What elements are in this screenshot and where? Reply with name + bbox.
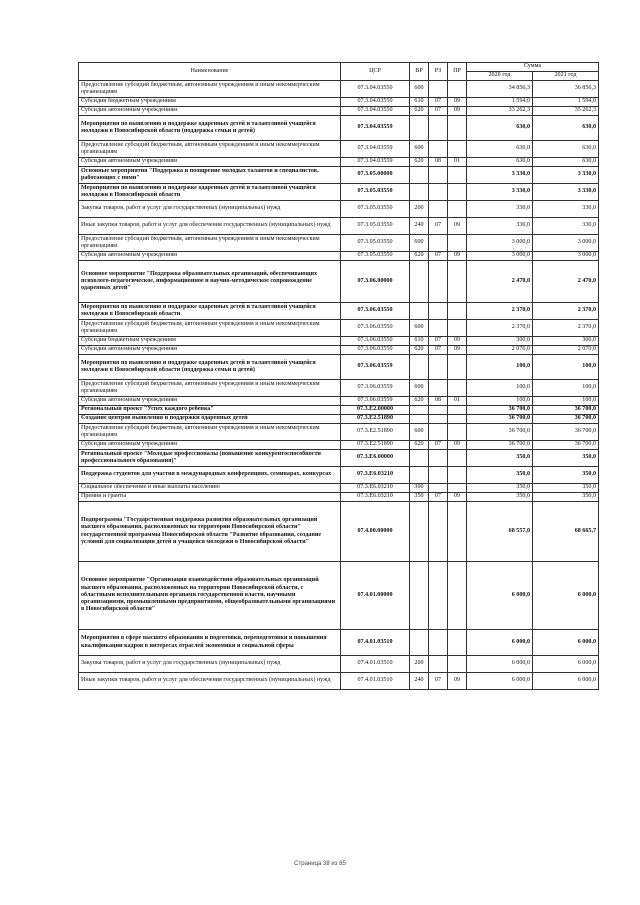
cell-rz: 07 <box>429 218 448 235</box>
cell-vr: 300 <box>410 484 429 493</box>
cell-pr <box>448 484 467 493</box>
table-row <box>79 252 599 261</box>
cell-rz <box>429 320 448 337</box>
table-row <box>79 141 599 158</box>
table-row <box>79 346 599 355</box>
cell-sum-2020: 630,0 <box>467 158 533 167</box>
cell-csr: 07.3.E2.51890 <box>341 441 410 450</box>
cell-sum-2020: 34 856,3 <box>467 81 533 98</box>
cell-sum-2020: 33 262,3 <box>467 107 533 116</box>
cell-name: Предоставление субсидий бюджетным, автономным учреждениям и иным некоммерческим организациям <box>79 320 341 337</box>
cell-sum-2020: 2 370,0 <box>467 303 533 320</box>
cell-name: Иные закупки товаров, работ и услуг для обеспечения государственных (муниципальных) нужд <box>79 218 341 235</box>
cell-csr: 07.4.00.00000 <box>341 502 410 562</box>
cell-csr: 07.3.04.03559 <box>341 141 410 158</box>
cell-name: Основное мероприятие "Организация взаимодействия образовательных организаций высшего образования, расположенных на территории Новосибирской области, с областными исполнительными органами государственной власти, научными организациями, промышленными предприятиями, общеобразовательными организациями в Новосибирской области" <box>79 562 341 630</box>
cell-sum-2021: 100,0 <box>533 380 599 397</box>
cell-sum-2020: 100,0 <box>467 397 533 406</box>
cell-sum-2021: 350,0 <box>533 493 599 502</box>
table-row <box>79 235 599 252</box>
cell-name: Создание центров выявления и поддержки одаренных детей <box>79 415 341 424</box>
col-rz-header: РЗ <box>429 63 448 81</box>
cell-rz <box>429 502 448 562</box>
cell-name: Предоставление субсидий бюджетным, автономным учреждениям и иным некоммерческим организациям <box>79 380 341 397</box>
table-row <box>79 107 599 116</box>
cell-vr: 240 <box>410 218 429 235</box>
cell-pr <box>448 303 467 320</box>
cell-rz: 07 <box>429 107 448 116</box>
table-row <box>79 81 599 98</box>
cell-sum-2020: 3 330,0 <box>467 167 533 184</box>
budget-table-page <box>78 62 598 690</box>
cell-rz <box>429 261 448 303</box>
cell-pr <box>448 415 467 424</box>
cell-pr: 09 <box>448 673 467 690</box>
cell-csr: 07.3.05.03550 <box>341 201 410 218</box>
page-number: Страница 38 из 85 <box>294 861 346 867</box>
cell-pr <box>448 380 467 397</box>
cell-sum-2020: 36 700,0 <box>467 406 533 415</box>
cell-sum-2021: 6 000,0 <box>533 630 599 656</box>
table-row <box>79 184 599 201</box>
cell-name: Региональный проект "Молодые профессионалы (повышение конкурентоспособности профессионального образования)" <box>79 450 341 467</box>
table-row <box>79 397 599 406</box>
cell-pr: 09 <box>448 107 467 116</box>
cell-sum-2020: 100,0 <box>467 355 533 380</box>
cell-rz: 08 <box>429 158 448 167</box>
cell-name: Предоставление субсидий бюджетным, автономным учреждениям и иным некоммерческим организациям <box>79 424 341 441</box>
cell-vr <box>410 630 429 656</box>
cell-sum-2021: 350,0 <box>533 484 599 493</box>
cell-csr: 07.3.06.00000 <box>341 261 410 303</box>
cell-vr <box>410 261 429 303</box>
cell-csr: 07.3.04.03550 <box>341 107 410 116</box>
table-row <box>79 424 599 441</box>
cell-csr: 07.3.06.03559 <box>341 355 410 380</box>
cell-vr: 610 <box>410 98 429 107</box>
cell-sum-2020: 300,0 <box>467 337 533 346</box>
cell-vr <box>410 303 429 320</box>
cell-pr <box>448 81 467 98</box>
cell-rz <box>429 201 448 218</box>
table-row <box>79 201 599 218</box>
table-row <box>79 380 599 397</box>
table-row <box>79 502 599 562</box>
cell-sum-2021: 350,0 <box>533 467 599 484</box>
table-row <box>79 355 599 380</box>
cell-csr: 07.3.E2.51890 <box>341 415 410 424</box>
table-row <box>79 673 599 690</box>
cell-vr: 600 <box>410 141 429 158</box>
cell-pr <box>448 167 467 184</box>
cell-rz <box>429 467 448 484</box>
col-sum-header: Сумма <box>467 63 599 72</box>
cell-rz <box>429 562 448 630</box>
cell-sum-2020: 36 700,0 <box>467 424 533 441</box>
cell-vr: 620 <box>410 158 429 167</box>
cell-sum-2020: 330,0 <box>467 218 533 235</box>
cell-sum-2021: 2 470,0 <box>533 261 599 303</box>
cell-vr: 600 <box>410 380 429 397</box>
cell-rz <box>429 303 448 320</box>
cell-rz <box>429 484 448 493</box>
cell-vr: 200 <box>410 656 429 673</box>
table-row <box>79 98 599 107</box>
cell-pr: 09 <box>448 218 467 235</box>
cell-pr <box>448 630 467 656</box>
cell-pr: 09 <box>448 493 467 502</box>
cell-rz <box>429 656 448 673</box>
cell-sum-2021: 100,0 <box>533 355 599 380</box>
table-row <box>79 484 599 493</box>
cell-rz <box>429 116 448 141</box>
cell-csr: 07.3.05.00000 <box>341 167 410 184</box>
cell-pr <box>448 141 467 158</box>
table-row <box>79 406 599 415</box>
cell-csr: 07.3.06.03559 <box>341 380 410 397</box>
cell-sum-2020: 6 000,0 <box>467 656 533 673</box>
cell-rz: 07 <box>429 441 448 450</box>
cell-csr: 07.3.04.03559 <box>341 158 410 167</box>
cell-vr <box>410 450 429 467</box>
table-row <box>79 337 599 346</box>
cell-name: Мероприятия по выявлению и поддержке одаренных детей и талантливой учащейся молодежи в Новосибирской области <box>79 184 341 201</box>
cell-name: Субсидии бюджетным учреждениям <box>79 337 341 346</box>
cell-pr <box>448 235 467 252</box>
cell-csr: 07.3.04.03550 <box>341 81 410 98</box>
cell-rz: 08 <box>429 397 448 406</box>
cell-csr: 07.3.E6.00000 <box>341 450 410 467</box>
cell-sum-2020: 350,0 <box>467 484 533 493</box>
cell-name: Субсидии автономным учреждениям <box>79 107 341 116</box>
cell-vr: 620 <box>410 397 429 406</box>
cell-csr: 07.4.01.00000 <box>341 562 410 630</box>
cell-rz <box>429 415 448 424</box>
cell-rz <box>429 450 448 467</box>
cell-vr <box>410 502 429 562</box>
budget-table <box>78 62 599 690</box>
cell-csr: 07.3.06.03550 <box>341 337 410 346</box>
cell-rz: 07 <box>429 673 448 690</box>
cell-sum-2021: 2 370,0 <box>533 320 599 337</box>
cell-rz: 07 <box>429 337 448 346</box>
cell-vr: 600 <box>410 424 429 441</box>
cell-pr <box>448 320 467 337</box>
cell-pr <box>448 424 467 441</box>
cell-sum-2020: 1 594,0 <box>467 98 533 107</box>
cell-sum-2021: 68 665,7 <box>533 502 599 562</box>
cell-sum-2021: 3 330,0 <box>533 167 599 184</box>
cell-pr: 09 <box>448 441 467 450</box>
table-row <box>79 467 599 484</box>
cell-rz <box>429 380 448 397</box>
cell-csr: 07.3.06.03550 <box>341 346 410 355</box>
cell-rz <box>429 424 448 441</box>
cell-vr <box>410 116 429 141</box>
cell-sum-2020: 330,0 <box>467 201 533 218</box>
col-2020-header: 2020 год <box>467 72 533 81</box>
cell-csr: 07.3.05.03550 <box>341 184 410 201</box>
cell-csr: 07.3.05.03550 <box>341 218 410 235</box>
cell-csr: 07.4.01.03510 <box>341 656 410 673</box>
cell-rz <box>429 355 448 380</box>
cell-sum-2020: 6 000,0 <box>467 630 533 656</box>
cell-pr <box>448 502 467 562</box>
cell-sum-2021: 36 856,3 <box>533 81 599 98</box>
cell-pr <box>448 656 467 673</box>
cell-rz <box>429 81 448 98</box>
col-csr-header: ЦСР <box>341 63 410 81</box>
cell-sum-2020: 3 330,0 <box>467 184 533 201</box>
cell-pr: 09 <box>448 337 467 346</box>
table-row <box>79 116 599 141</box>
cell-sum-2021: 2 370,0 <box>533 303 599 320</box>
cell-sum-2020: 6 000,0 <box>467 562 533 630</box>
cell-sum-2020: 2 470,0 <box>467 261 533 303</box>
cell-sum-2021: 330,0 <box>533 218 599 235</box>
cell-vr <box>410 355 429 380</box>
cell-name: Мероприятия в сфере высшего образования и подготовки, переподготовки и повышения квалификации кадров в интересах отраслей экономики и социальной сферы <box>79 630 341 656</box>
cell-csr: 07.3.06.03550 <box>341 320 410 337</box>
cell-pr <box>448 450 467 467</box>
cell-pr: 09 <box>448 98 467 107</box>
cell-vr: 600 <box>410 81 429 98</box>
cell-rz: 07 <box>429 98 448 107</box>
cell-pr: 09 <box>448 346 467 355</box>
cell-vr: 600 <box>410 320 429 337</box>
cell-csr: 07.3.05.03550 <box>341 252 410 261</box>
cell-vr: 350 <box>410 493 429 502</box>
table-row <box>79 320 599 337</box>
cell-rz: 07 <box>429 346 448 355</box>
cell-vr: 620 <box>410 107 429 116</box>
cell-csr: 07.3.E2.51890 <box>341 424 410 441</box>
cell-sum-2020: 2 070,0 <box>467 346 533 355</box>
cell-name: Мероприятия по выявлению и поддержке одаренных детей и талантливой учащейся молодежи в Новосибирской области (поддержка семьи и детей) <box>79 116 341 141</box>
cell-rz <box>429 167 448 184</box>
table-row <box>79 656 599 673</box>
cell-name: Мероприятия по выявлению и поддержке одаренных детей и талантливой учащейся молодежи в Новосибирской области <box>79 303 341 320</box>
cell-sum-2020: 2 370,0 <box>467 320 533 337</box>
cell-name: Субсидии автономным учреждениям <box>79 158 341 167</box>
cell-sum-2020: 100,0 <box>467 380 533 397</box>
cell-name: Предоставление субсидий бюджетным, автономным учреждениям и иным некоммерческим организациям <box>79 235 341 252</box>
cell-sum-2021: 6 000,0 <box>533 562 599 630</box>
cell-name: Подпрограмма "Государственная поддержка развития образовательных организаций высшего образования, расположенных на территории Новосибирской области" государственной программы Новосибирской области "Развитие образования, создание условий для социализации детей и учащейся молодежи в Новосибирской области" <box>79 502 341 562</box>
cell-vr <box>410 562 429 630</box>
cell-sum-2021: 330,0 <box>533 201 599 218</box>
cell-sum-2021: 36 700,0 <box>533 424 599 441</box>
cell-name: Закупка товаров, работ и услуг для государственных (муниципальных) нужд <box>79 201 341 218</box>
cell-sum-2021: 3 000,0 <box>533 235 599 252</box>
cell-csr: 07.3.06.03559 <box>341 397 410 406</box>
cell-sum-2021: 630,0 <box>533 158 599 167</box>
cell-sum-2020: 350,0 <box>467 493 533 502</box>
cell-pr: 09 <box>448 252 467 261</box>
table-row <box>79 261 599 303</box>
cell-rz <box>429 141 448 158</box>
cell-pr <box>448 116 467 141</box>
cell-sum-2020: 350,0 <box>467 467 533 484</box>
cell-rz <box>429 235 448 252</box>
cell-sum-2020: 630,0 <box>467 141 533 158</box>
cell-csr: 07.3.04.03559 <box>341 116 410 141</box>
cell-csr: 07.3.05.03550 <box>341 235 410 252</box>
cell-sum-2020: 6 000,0 <box>467 673 533 690</box>
cell-name: Мероприятия по выявлению и поддержке одаренных детей и талантливой учащейся молодежи в Новосибирской области (поддержка семьи и детей) <box>79 355 341 380</box>
cell-csr: 07.3.E6.03210 <box>341 493 410 502</box>
cell-sum-2021: 6 000,0 <box>533 673 599 690</box>
cell-vr: 200 <box>410 201 429 218</box>
cell-vr: 620 <box>410 346 429 355</box>
cell-sum-2021: 630,0 <box>533 141 599 158</box>
table-row <box>79 630 599 656</box>
cell-sum-2020: 68 557,0 <box>467 502 533 562</box>
cell-sum-2021: 36 700,0 <box>533 406 599 415</box>
cell-sum-2021: 630,0 <box>533 116 599 141</box>
cell-name: Субсидии автономным учреждениям <box>79 252 341 261</box>
cell-sum-2020: 3 000,0 <box>467 235 533 252</box>
cell-rz <box>429 630 448 656</box>
cell-vr <box>410 406 429 415</box>
cell-sum-2021: 35 262,3 <box>533 107 599 116</box>
cell-vr: 240 <box>410 673 429 690</box>
table-body <box>79 81 599 690</box>
cell-csr: 07.3.E2.00000 <box>341 406 410 415</box>
table-row <box>79 167 599 184</box>
cell-name: Основные мероприятия "Поддержка и поощрение молодых талантов и специалистов, работающих с ними" <box>79 167 341 184</box>
cell-name: Поддержка студентов для участия в международных конференциях, семинарах, конкурсах <box>79 467 341 484</box>
table-row <box>79 218 599 235</box>
cell-name: Предоставление субсидий бюджетным, автономным учреждениям и иным некоммерческим организациям <box>79 141 341 158</box>
cell-vr: 600 <box>410 235 429 252</box>
cell-pr <box>448 355 467 380</box>
cell-name: Иные закупки товаров, работ и услуг для обеспечения государственных (муниципальных) нужд <box>79 673 341 690</box>
cell-sum-2021: 100,0 <box>533 397 599 406</box>
table-row <box>79 303 599 320</box>
cell-sum-2021: 350,0 <box>533 450 599 467</box>
cell-pr: 01 <box>448 397 467 406</box>
cell-sum-2020: 630,0 <box>467 116 533 141</box>
cell-pr <box>448 562 467 630</box>
cell-name: Премии и гранты <box>79 493 341 502</box>
cell-name: Предоставление субсидий бюджетным, автономным учреждениям и иным некоммерческим организациям <box>79 81 341 98</box>
cell-csr: 07.4.01.03510 <box>341 673 410 690</box>
cell-sum-2021: 3 000,0 <box>533 252 599 261</box>
cell-sum-2020: 3 000,0 <box>467 252 533 261</box>
cell-rz: 07 <box>429 493 448 502</box>
cell-csr: 07.3.04.03550 <box>341 98 410 107</box>
cell-sum-2021: 6 000,0 <box>533 656 599 673</box>
cell-name: Субсидии автономным учреждениям <box>79 346 341 355</box>
col-pr-header: ПР <box>448 63 467 81</box>
cell-name: Субсидии автономным учреждениям <box>79 397 341 406</box>
cell-sum-2020: 36 700,0 <box>467 441 533 450</box>
cell-vr <box>410 467 429 484</box>
cell-csr: 07.3.E6.03210 <box>341 467 410 484</box>
cell-vr: 620 <box>410 252 429 261</box>
cell-csr: 07.3.E6.03210 <box>341 484 410 493</box>
col-2021-header: 2021 год <box>533 72 599 81</box>
cell-pr <box>448 201 467 218</box>
cell-vr: 610 <box>410 337 429 346</box>
cell-rz <box>429 184 448 201</box>
cell-pr <box>448 184 467 201</box>
cell-pr <box>448 467 467 484</box>
cell-pr: 01 <box>448 158 467 167</box>
cell-sum-2021: 1 594,0 <box>533 98 599 107</box>
cell-vr <box>410 415 429 424</box>
cell-pr <box>448 261 467 303</box>
col-name-header: Наименование <box>79 63 341 81</box>
cell-csr: 07.4.01.03510 <box>341 630 410 656</box>
cell-vr: 620 <box>410 441 429 450</box>
cell-sum-2021: 3 330,0 <box>533 184 599 201</box>
table-row <box>79 415 599 424</box>
cell-sum-2021: 36 700,0 <box>533 441 599 450</box>
cell-csr: 07.3.06.03550 <box>341 303 410 320</box>
cell-sum-2020: 350,0 <box>467 450 533 467</box>
cell-rz <box>429 406 448 415</box>
cell-sum-2020: 36 700,0 <box>467 415 533 424</box>
cell-sum-2021: 2 070,0 <box>533 346 599 355</box>
cell-pr <box>448 406 467 415</box>
cell-name: Субсидии автономным учреждениям <box>79 441 341 450</box>
cell-rz: 07 <box>429 252 448 261</box>
cell-sum-2021: 300,0 <box>533 337 599 346</box>
cell-vr <box>410 167 429 184</box>
cell-name: Субсидии бюджетным учреждениям <box>79 98 341 107</box>
cell-name: Региональный проект "Успех каждого ребенка" <box>79 406 341 415</box>
cell-name: Основное мероприятие "Поддержка образовательных организаций, обеспечивающих психолого-педагогическое, информационное и научно-методическое сопровождение одаренных детей" <box>79 261 341 303</box>
table-row <box>79 441 599 450</box>
cell-sum-2021: 36 700,0 <box>533 415 599 424</box>
table-row <box>79 562 599 630</box>
table-row <box>79 450 599 467</box>
col-vr-header: ВР <box>410 63 429 81</box>
cell-vr <box>410 184 429 201</box>
cell-name: Социальное обеспечение и иные выплаты населению <box>79 484 341 493</box>
table-row <box>79 158 599 167</box>
table-row <box>79 493 599 502</box>
cell-name: Закупка товаров, работ и услуг для государственных (муниципальных) нужд <box>79 656 341 673</box>
